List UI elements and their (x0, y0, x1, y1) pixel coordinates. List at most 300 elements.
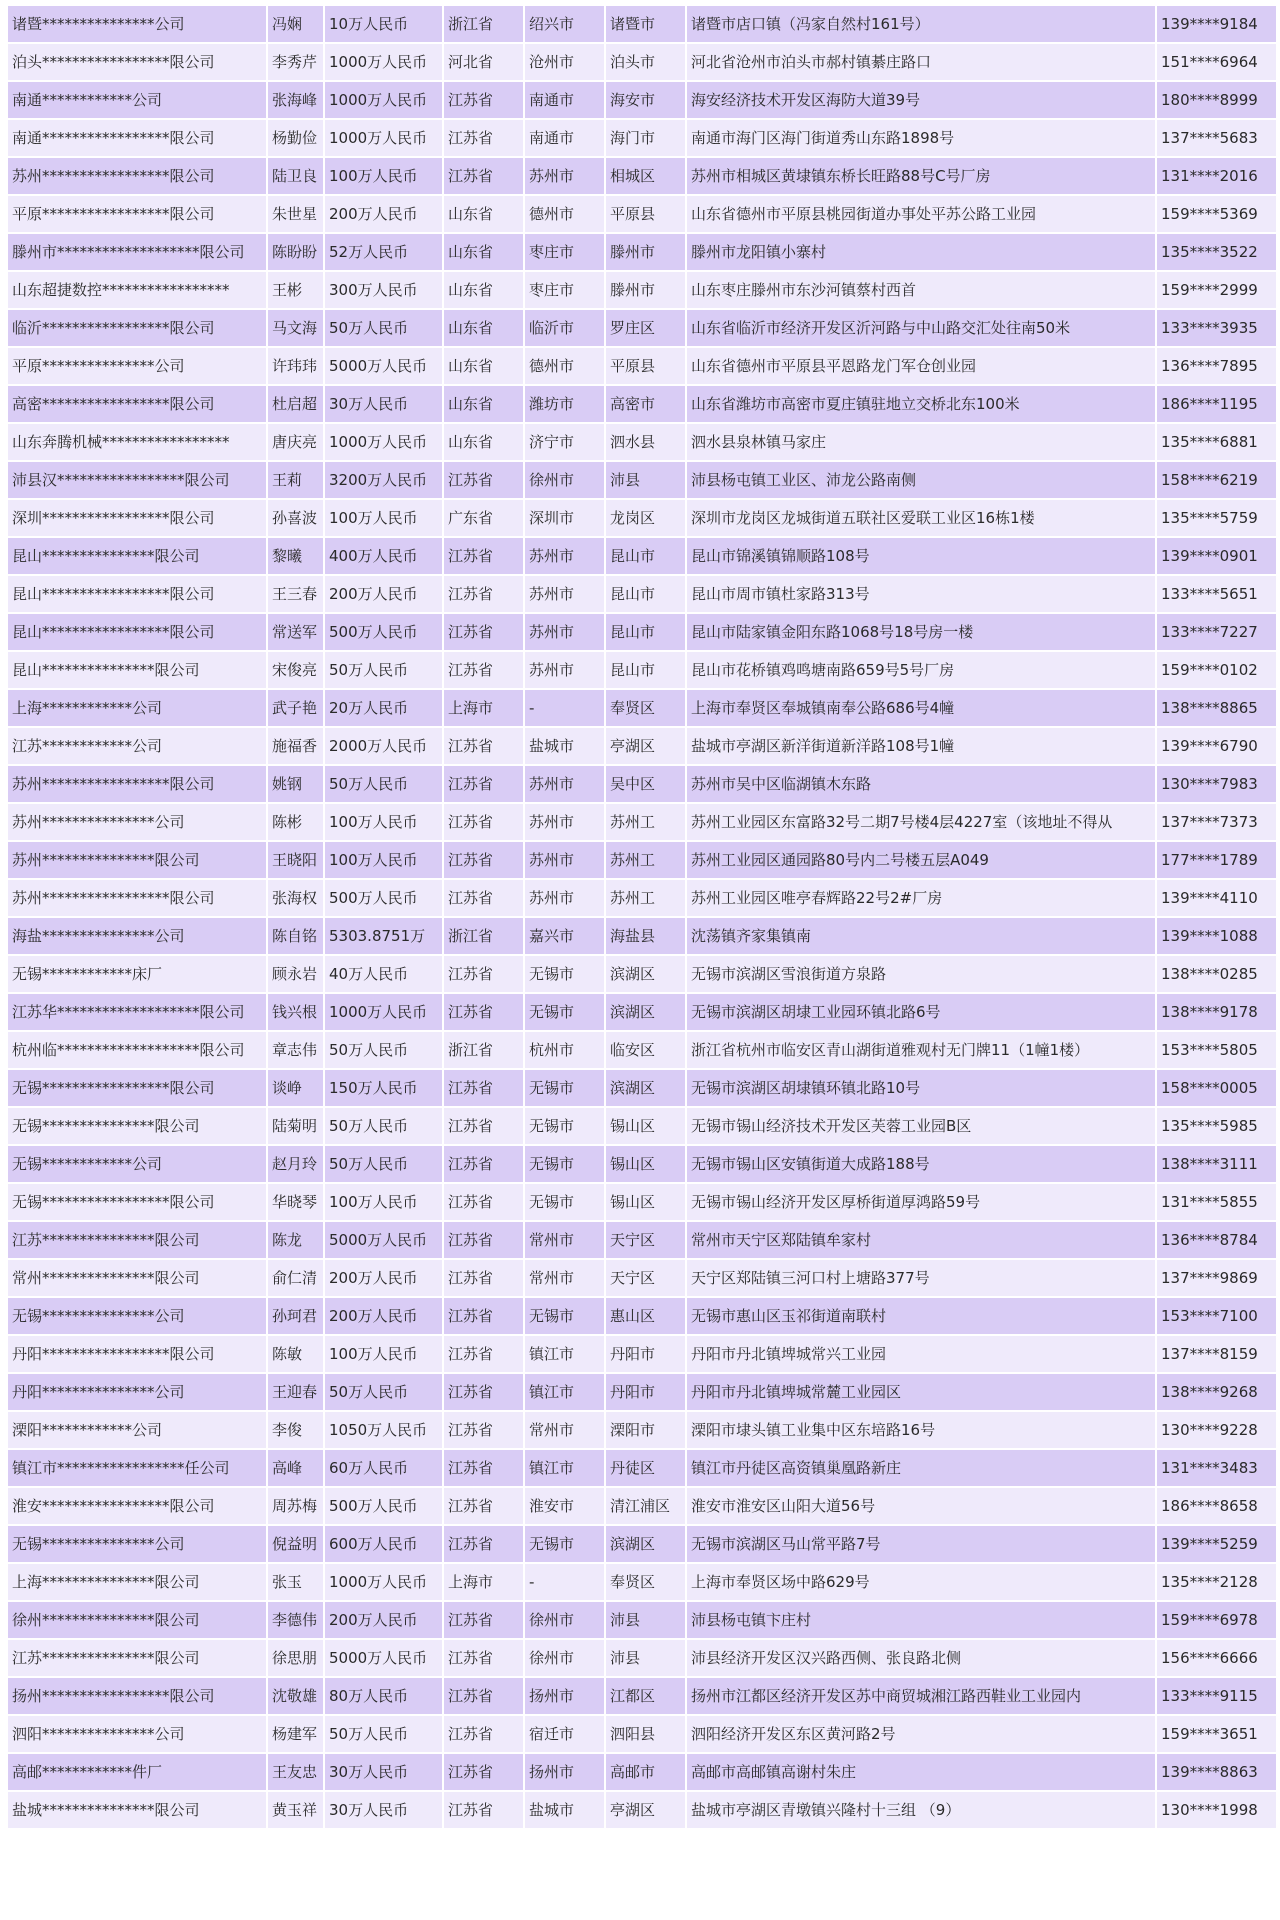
city-cell: 苏州市 (525, 842, 604, 878)
city-cell: - (525, 690, 604, 726)
registered-capital-cell: 50万人民币 (325, 652, 442, 688)
table-row (8, 1108, 1276, 1144)
company-name-cell: 江苏***************限公司 (8, 1640, 266, 1676)
province-cell: 山东省 (444, 234, 523, 270)
company-name-cell: 山东超捷数控***************** (8, 272, 266, 308)
province-cell: 江苏省 (444, 1336, 523, 1372)
address-cell: 诸暨市店口镇（冯家自然村161号） (687, 6, 1155, 42)
table-row (8, 994, 1276, 1030)
phone-cell: 133****9115 (1157, 1678, 1276, 1714)
address-cell: 昆山市周市镇杜家路313号 (687, 576, 1155, 612)
phone-cell: 131****3483 (1157, 1450, 1276, 1486)
registered-capital-cell: 1000万人民币 (325, 44, 442, 80)
district-cell: 滨湖区 (606, 994, 685, 1030)
phone-cell: 138****3111 (1157, 1146, 1276, 1182)
address-cell: 无锡市锡山区安镇街道大成路188号 (687, 1146, 1155, 1182)
city-cell: 苏州市 (525, 804, 604, 840)
registered-capital-cell: 100万人民币 (325, 1184, 442, 1220)
table-row (8, 44, 1276, 80)
address-cell: 山东枣庄滕州市东沙河镇蔡村西首 (687, 272, 1155, 308)
address-cell: 上海市奉贤区场中路629号 (687, 1564, 1155, 1600)
table-row (8, 1450, 1276, 1486)
province-cell: 山东省 (444, 310, 523, 346)
registered-capital-cell: 30万人民币 (325, 1792, 442, 1828)
phone-cell: 139****5259 (1157, 1526, 1276, 1562)
table-row (8, 1184, 1276, 1220)
city-cell: 无锡市 (525, 1526, 604, 1562)
address-cell: 盐城市亭湖区新洋街道新洋路108号1幢 (687, 728, 1155, 764)
contact-person-cell: 谈峥 (268, 1070, 323, 1106)
table-row (8, 614, 1276, 650)
contact-person-cell: 李德伟 (268, 1602, 323, 1638)
company-name-cell: 山东奔腾机械***************** (8, 424, 266, 460)
table-row (8, 1602, 1276, 1638)
phone-cell: 139****9184 (1157, 6, 1276, 42)
company-name-cell: 丹阳*****************限公司 (8, 1336, 266, 1372)
district-cell: 昆山市 (606, 576, 685, 612)
contact-person-cell: 杨建军 (268, 1716, 323, 1752)
province-cell: 江苏省 (444, 538, 523, 574)
district-cell: 平原县 (606, 348, 685, 384)
district-cell: 滕州市 (606, 272, 685, 308)
phone-cell: 133****3935 (1157, 310, 1276, 346)
contact-person-cell: 陈彬 (268, 804, 323, 840)
district-cell: 沛县 (606, 1640, 685, 1676)
city-cell: 苏州市 (525, 576, 604, 612)
city-cell: 绍兴市 (525, 6, 604, 42)
address-cell: 苏州市吴中区临湖镇木东路 (687, 766, 1155, 802)
province-cell: 江苏省 (444, 1146, 523, 1182)
district-cell: 丹徒区 (606, 1450, 685, 1486)
district-cell: 滕州市 (606, 234, 685, 270)
district-cell: 相城区 (606, 158, 685, 194)
table-row (8, 1488, 1276, 1524)
city-cell: 无锡市 (525, 1184, 604, 1220)
province-cell: 江苏省 (444, 1070, 523, 1106)
district-cell: 海门市 (606, 120, 685, 156)
registered-capital-cell: 50万人民币 (325, 1374, 442, 1410)
province-cell: 山东省 (444, 348, 523, 384)
province-cell: 江苏省 (444, 1108, 523, 1144)
contact-person-cell: 姚钢 (268, 766, 323, 802)
table-row (8, 1336, 1276, 1372)
district-cell: 江都区 (606, 1678, 685, 1714)
address-cell: 溧阳市埭头镇工业集中区东培路16号 (687, 1412, 1155, 1448)
address-cell: 山东省临沂市经济开发区沂河路与中山路交汇处往南50米 (687, 310, 1155, 346)
table-row (8, 728, 1276, 764)
address-cell: 无锡市滨湖区雪浪街道方泉路 (687, 956, 1155, 992)
phone-cell: 186****8658 (1157, 1488, 1276, 1524)
table-row (8, 386, 1276, 422)
company-name-cell: 泊头*****************限公司 (8, 44, 266, 80)
contact-person-cell: 倪益明 (268, 1526, 323, 1562)
phone-cell: 153****7100 (1157, 1298, 1276, 1334)
registered-capital-cell: 50万人民币 (325, 1716, 442, 1752)
address-cell: 苏州工业园区通园路80号内二号楼五层A049 (687, 842, 1155, 878)
province-cell: 江苏省 (444, 1640, 523, 1676)
address-cell: 昆山市锦溪镇锦顺路108号 (687, 538, 1155, 574)
company-name-cell: 深圳*****************限公司 (8, 500, 266, 536)
district-cell: 诸暨市 (606, 6, 685, 42)
phone-cell: 159****0102 (1157, 652, 1276, 688)
address-cell: 丹阳市丹北镇埤城常兴工业园 (687, 1336, 1155, 1372)
address-cell: 苏州工业园区东富路32号二期7号楼4层4227室（该地址不得从 (687, 804, 1155, 840)
province-cell: 山东省 (444, 424, 523, 460)
phone-cell: 131****2016 (1157, 158, 1276, 194)
phone-cell: 137****9869 (1157, 1260, 1276, 1296)
registered-capital-cell: 1000万人民币 (325, 120, 442, 156)
address-cell: 常州市天宁区郑陆镇牟家村 (687, 1222, 1155, 1258)
province-cell: 江苏省 (444, 766, 523, 802)
address-cell: 泗阳经济开发区东区黄河路2号 (687, 1716, 1155, 1752)
registered-capital-cell: 1000万人民币 (325, 1564, 442, 1600)
city-cell: 苏州市 (525, 538, 604, 574)
table-row (8, 538, 1276, 574)
district-cell: 滨湖区 (606, 1070, 685, 1106)
company-name-cell: 沛县汉*****************限公司 (8, 462, 266, 498)
phone-cell: 130****1998 (1157, 1792, 1276, 1828)
contact-person-cell: 赵月玲 (268, 1146, 323, 1182)
phone-cell: 133****5651 (1157, 576, 1276, 612)
city-cell: 无锡市 (525, 1070, 604, 1106)
table-row (8, 82, 1276, 118)
phone-cell: 137****8159 (1157, 1336, 1276, 1372)
registered-capital-cell: 600万人民币 (325, 1526, 442, 1562)
company-name-cell: 扬州*****************限公司 (8, 1678, 266, 1714)
province-cell: 山东省 (444, 196, 523, 232)
phone-cell: 139****0901 (1157, 538, 1276, 574)
district-cell: 亭湖区 (606, 728, 685, 764)
city-cell: 镇江市 (525, 1336, 604, 1372)
table-row (8, 576, 1276, 612)
company-name-cell: 高邮************件厂 (8, 1754, 266, 1790)
province-cell: 江苏省 (444, 1374, 523, 1410)
company-name-cell: 徐州***************限公司 (8, 1602, 266, 1638)
district-cell: 天宁区 (606, 1260, 685, 1296)
city-cell: 盐城市 (525, 728, 604, 764)
address-cell: 山东省德州市平原县平恩路龙门军仓创业园 (687, 348, 1155, 384)
district-cell: 奉贤区 (606, 690, 685, 726)
table-row (8, 766, 1276, 802)
address-cell: 山东省德州市平原县桃园街道办事处平苏公路工业园 (687, 196, 1155, 232)
contact-person-cell: 王晓阳 (268, 842, 323, 878)
registered-capital-cell: 5000万人民币 (325, 348, 442, 384)
contact-person-cell: 宋俊亮 (268, 652, 323, 688)
city-cell: 盐城市 (525, 1792, 604, 1828)
address-cell: 上海市奉贤区奉城镇南奉公路686号4幢 (687, 690, 1155, 726)
company-name-cell: 常州***************限公司 (8, 1260, 266, 1296)
province-cell: 江苏省 (444, 1222, 523, 1258)
phone-cell: 180****8999 (1157, 82, 1276, 118)
table-row (8, 1146, 1276, 1182)
city-cell: - (525, 1564, 604, 1600)
phone-cell: 135****3522 (1157, 234, 1276, 270)
province-cell: 江苏省 (444, 120, 523, 156)
contact-person-cell: 高峰 (268, 1450, 323, 1486)
table-row (8, 120, 1276, 156)
contact-person-cell: 张海峰 (268, 82, 323, 118)
phone-cell: 130****9228 (1157, 1412, 1276, 1448)
table-row (8, 880, 1276, 916)
table-row (8, 1412, 1276, 1448)
district-cell: 海盐县 (606, 918, 685, 954)
phone-cell: 139****4110 (1157, 880, 1276, 916)
table-row (8, 690, 1276, 726)
city-cell: 苏州市 (525, 652, 604, 688)
table-row (8, 1754, 1276, 1790)
contact-person-cell: 李俊 (268, 1412, 323, 1448)
province-cell: 江苏省 (444, 1260, 523, 1296)
city-cell: 无锡市 (525, 1146, 604, 1182)
contact-person-cell: 周苏梅 (268, 1488, 323, 1524)
province-cell: 上海市 (444, 1564, 523, 1600)
district-cell: 苏州工 (606, 804, 685, 840)
company-name-cell: 无锡*****************限公司 (8, 1070, 266, 1106)
district-cell: 锡山区 (606, 1108, 685, 1144)
phone-cell: 133****7227 (1157, 614, 1276, 650)
address-cell: 沛县杨屯镇卞庄村 (687, 1602, 1155, 1638)
company-name-cell: 滕州市*******************限公司 (8, 234, 266, 270)
registered-capital-cell: 1000万人民币 (325, 994, 442, 1030)
address-cell: 扬州市江都区经济开发区苏中商贸城湘江路西鞋业工业园内 (687, 1678, 1155, 1714)
province-cell: 江苏省 (444, 1298, 523, 1334)
district-cell: 滨湖区 (606, 956, 685, 992)
registered-capital-cell: 400万人民币 (325, 538, 442, 574)
city-cell: 深圳市 (525, 500, 604, 536)
contact-person-cell: 常送军 (268, 614, 323, 650)
table-row (8, 1792, 1276, 1828)
registered-capital-cell: 1050万人民币 (325, 1412, 442, 1448)
district-cell: 亭湖区 (606, 1792, 685, 1828)
district-cell: 昆山市 (606, 538, 685, 574)
registered-capital-cell: 100万人民币 (325, 1336, 442, 1372)
address-cell: 沛县杨屯镇工业区、沛龙公路南侧 (687, 462, 1155, 498)
address-cell: 山东省潍坊市高密市夏庄镇驻地立交桥北东100米 (687, 386, 1155, 422)
company-name-cell: 苏州***************公司 (8, 804, 266, 840)
contact-person-cell: 冯娴 (268, 6, 323, 42)
district-cell: 惠山区 (606, 1298, 685, 1334)
company-name-cell: 无锡************公司 (8, 1146, 266, 1182)
city-cell: 临沂市 (525, 310, 604, 346)
address-cell: 沛县经济开发区汉兴路西侧、张良路北侧 (687, 1640, 1155, 1676)
company-name-cell: 溧阳************公司 (8, 1412, 266, 1448)
address-cell: 天宁区郑陆镇三河口村上塘路377号 (687, 1260, 1155, 1296)
address-cell: 无锡市锡山经济技术开发区芙蓉工业园B区 (687, 1108, 1155, 1144)
contact-person-cell: 杜启超 (268, 386, 323, 422)
province-cell: 江苏省 (444, 880, 523, 916)
address-cell: 高邮市高邮镇高谢村朱庄 (687, 1754, 1155, 1790)
phone-cell: 139****1088 (1157, 918, 1276, 954)
city-cell: 扬州市 (525, 1754, 604, 1790)
registered-capital-cell: 10万人民币 (325, 6, 442, 42)
district-cell: 海安市 (606, 82, 685, 118)
phone-cell: 158****6219 (1157, 462, 1276, 498)
table-row (8, 1222, 1276, 1258)
address-cell: 无锡市锡山经济开发区厚桥街道厚鸿路59号 (687, 1184, 1155, 1220)
company-name-cell: 平原***************公司 (8, 348, 266, 384)
city-cell: 徐州市 (525, 1640, 604, 1676)
company-name-cell: 上海***************限公司 (8, 1564, 266, 1600)
contact-person-cell: 武子艳 (268, 690, 323, 726)
address-cell: 海安经济技术开发区海防大道39号 (687, 82, 1155, 118)
table-row (8, 462, 1276, 498)
address-cell: 无锡市惠山区玉祁街道南联村 (687, 1298, 1155, 1334)
table-row (8, 1678, 1276, 1714)
province-cell: 江苏省 (444, 82, 523, 118)
phone-cell: 135****6881 (1157, 424, 1276, 460)
table-row (8, 158, 1276, 194)
city-cell: 杭州市 (525, 1032, 604, 1068)
city-cell: 德州市 (525, 196, 604, 232)
phone-cell: 177****1789 (1157, 842, 1276, 878)
province-cell: 江苏省 (444, 1450, 523, 1486)
company-name-cell: 丹阳***************公司 (8, 1374, 266, 1410)
contact-person-cell: 陆菊明 (268, 1108, 323, 1144)
registered-capital-cell: 5000万人民币 (325, 1640, 442, 1676)
contact-person-cell: 施福香 (268, 728, 323, 764)
contact-person-cell: 许玮玮 (268, 348, 323, 384)
company-name-cell: 苏州*****************限公司 (8, 766, 266, 802)
phone-cell: 138****0285 (1157, 956, 1276, 992)
province-cell: 江苏省 (444, 1488, 523, 1524)
phone-cell: 159****2999 (1157, 272, 1276, 308)
company-name-cell: 苏州*****************限公司 (8, 158, 266, 194)
registered-capital-cell: 1000万人民币 (325, 82, 442, 118)
district-cell: 泗阳县 (606, 1716, 685, 1752)
province-cell: 江苏省 (444, 1754, 523, 1790)
address-cell: 昆山市花桥镇鸡鸣塘南路659号5号厂房 (687, 652, 1155, 688)
phone-cell: 135****2128 (1157, 1564, 1276, 1600)
province-cell: 浙江省 (444, 918, 523, 954)
province-cell: 山东省 (444, 386, 523, 422)
company-name-cell: 苏州***************限公司 (8, 842, 266, 878)
phone-cell: 159****5369 (1157, 196, 1276, 232)
contact-person-cell: 王三春 (268, 576, 323, 612)
phone-cell: 135****5985 (1157, 1108, 1276, 1144)
registered-capital-cell: 40万人民币 (325, 956, 442, 992)
province-cell: 江苏省 (444, 158, 523, 194)
district-cell: 丹阳市 (606, 1374, 685, 1410)
table-row (8, 1260, 1276, 1296)
company-name-cell: 江苏************公司 (8, 728, 266, 764)
table-row (8, 956, 1276, 992)
city-cell: 苏州市 (525, 614, 604, 650)
city-cell: 济宁市 (525, 424, 604, 460)
district-cell: 奉贤区 (606, 1564, 685, 1600)
contact-person-cell: 张玉 (268, 1564, 323, 1600)
registered-capital-cell: 300万人民币 (325, 272, 442, 308)
registered-capital-cell: 3200万人民币 (325, 462, 442, 498)
table-row (8, 424, 1276, 460)
district-cell: 昆山市 (606, 652, 685, 688)
company-name-cell: 杭州临*******************限公司 (8, 1032, 266, 1068)
city-cell: 淮安市 (525, 1488, 604, 1524)
city-cell: 枣庄市 (525, 272, 604, 308)
table-row (8, 1564, 1276, 1600)
table-row (8, 272, 1276, 308)
contact-person-cell: 张海权 (268, 880, 323, 916)
registered-capital-cell: 80万人民币 (325, 1678, 442, 1714)
address-cell: 苏州工业园区唯亭春辉路22号2#厂房 (687, 880, 1155, 916)
phone-cell: 139****6790 (1157, 728, 1276, 764)
city-cell: 徐州市 (525, 462, 604, 498)
table-row (8, 1032, 1276, 1068)
table-row (8, 1716, 1276, 1752)
address-cell: 泗水县泉林镇马家庄 (687, 424, 1155, 460)
contact-person-cell: 陆卫良 (268, 158, 323, 194)
city-cell: 苏州市 (525, 880, 604, 916)
contact-person-cell: 俞仁清 (268, 1260, 323, 1296)
province-cell: 浙江省 (444, 1032, 523, 1068)
company-name-cell: 诸暨***************公司 (8, 6, 266, 42)
phone-cell: 158****0005 (1157, 1070, 1276, 1106)
city-cell: 无锡市 (525, 1108, 604, 1144)
company-name-cell: 南通*****************限公司 (8, 120, 266, 156)
province-cell: 江苏省 (444, 1412, 523, 1448)
table-row (8, 1640, 1276, 1676)
company-name-cell: 昆山***************限公司 (8, 538, 266, 574)
company-table (6, 4, 1278, 1830)
phone-cell: 137****7373 (1157, 804, 1276, 840)
city-cell: 德州市 (525, 348, 604, 384)
district-cell: 锡山区 (606, 1184, 685, 1220)
company-name-cell: 苏州*****************限公司 (8, 880, 266, 916)
phone-cell: 130****7983 (1157, 766, 1276, 802)
province-cell: 江苏省 (444, 994, 523, 1030)
address-cell: 无锡市滨湖区马山常平路7号 (687, 1526, 1155, 1562)
company-name-cell: 无锡***************公司 (8, 1526, 266, 1562)
registered-capital-cell: 52万人民币 (325, 234, 442, 270)
city-cell: 南通市 (525, 120, 604, 156)
city-cell: 镇江市 (525, 1374, 604, 1410)
phone-cell: 153****5805 (1157, 1032, 1276, 1068)
city-cell: 南通市 (525, 82, 604, 118)
table-row (8, 652, 1276, 688)
phone-cell: 135****5759 (1157, 500, 1276, 536)
district-cell: 苏州工 (606, 880, 685, 916)
phone-cell: 136****7895 (1157, 348, 1276, 384)
contact-person-cell: 黎曦 (268, 538, 323, 574)
table-row (8, 804, 1276, 840)
city-cell: 潍坊市 (525, 386, 604, 422)
contact-person-cell: 章志伟 (268, 1032, 323, 1068)
registered-capital-cell: 20万人民币 (325, 690, 442, 726)
table-row (8, 196, 1276, 232)
contact-person-cell: 顾永岩 (268, 956, 323, 992)
table-row (8, 6, 1276, 42)
phone-cell: 159****6978 (1157, 1602, 1276, 1638)
phone-cell: 151****6964 (1157, 44, 1276, 80)
phone-cell: 159****3651 (1157, 1716, 1276, 1752)
registered-capital-cell: 50万人民币 (325, 310, 442, 346)
province-cell: 江苏省 (444, 1602, 523, 1638)
district-cell: 临安区 (606, 1032, 685, 1068)
district-cell: 泗水县 (606, 424, 685, 460)
district-cell: 锡山区 (606, 1146, 685, 1182)
company-name-cell: 江苏华*******************限公司 (8, 994, 266, 1030)
company-name-cell: 昆山*****************限公司 (8, 576, 266, 612)
district-cell: 溧阳市 (606, 1412, 685, 1448)
province-cell: 江苏省 (444, 1526, 523, 1562)
phone-cell: 131****5855 (1157, 1184, 1276, 1220)
company-name-cell: 盐城***************限公司 (8, 1792, 266, 1828)
company-name-cell: 上海************公司 (8, 690, 266, 726)
province-cell: 浙江省 (444, 6, 523, 42)
contact-person-cell: 王迎春 (268, 1374, 323, 1410)
phone-cell: 138****9178 (1157, 994, 1276, 1030)
contact-person-cell: 陈自铭 (268, 918, 323, 954)
address-cell: 无锡市滨湖区胡埭镇环镇北路10号 (687, 1070, 1155, 1106)
